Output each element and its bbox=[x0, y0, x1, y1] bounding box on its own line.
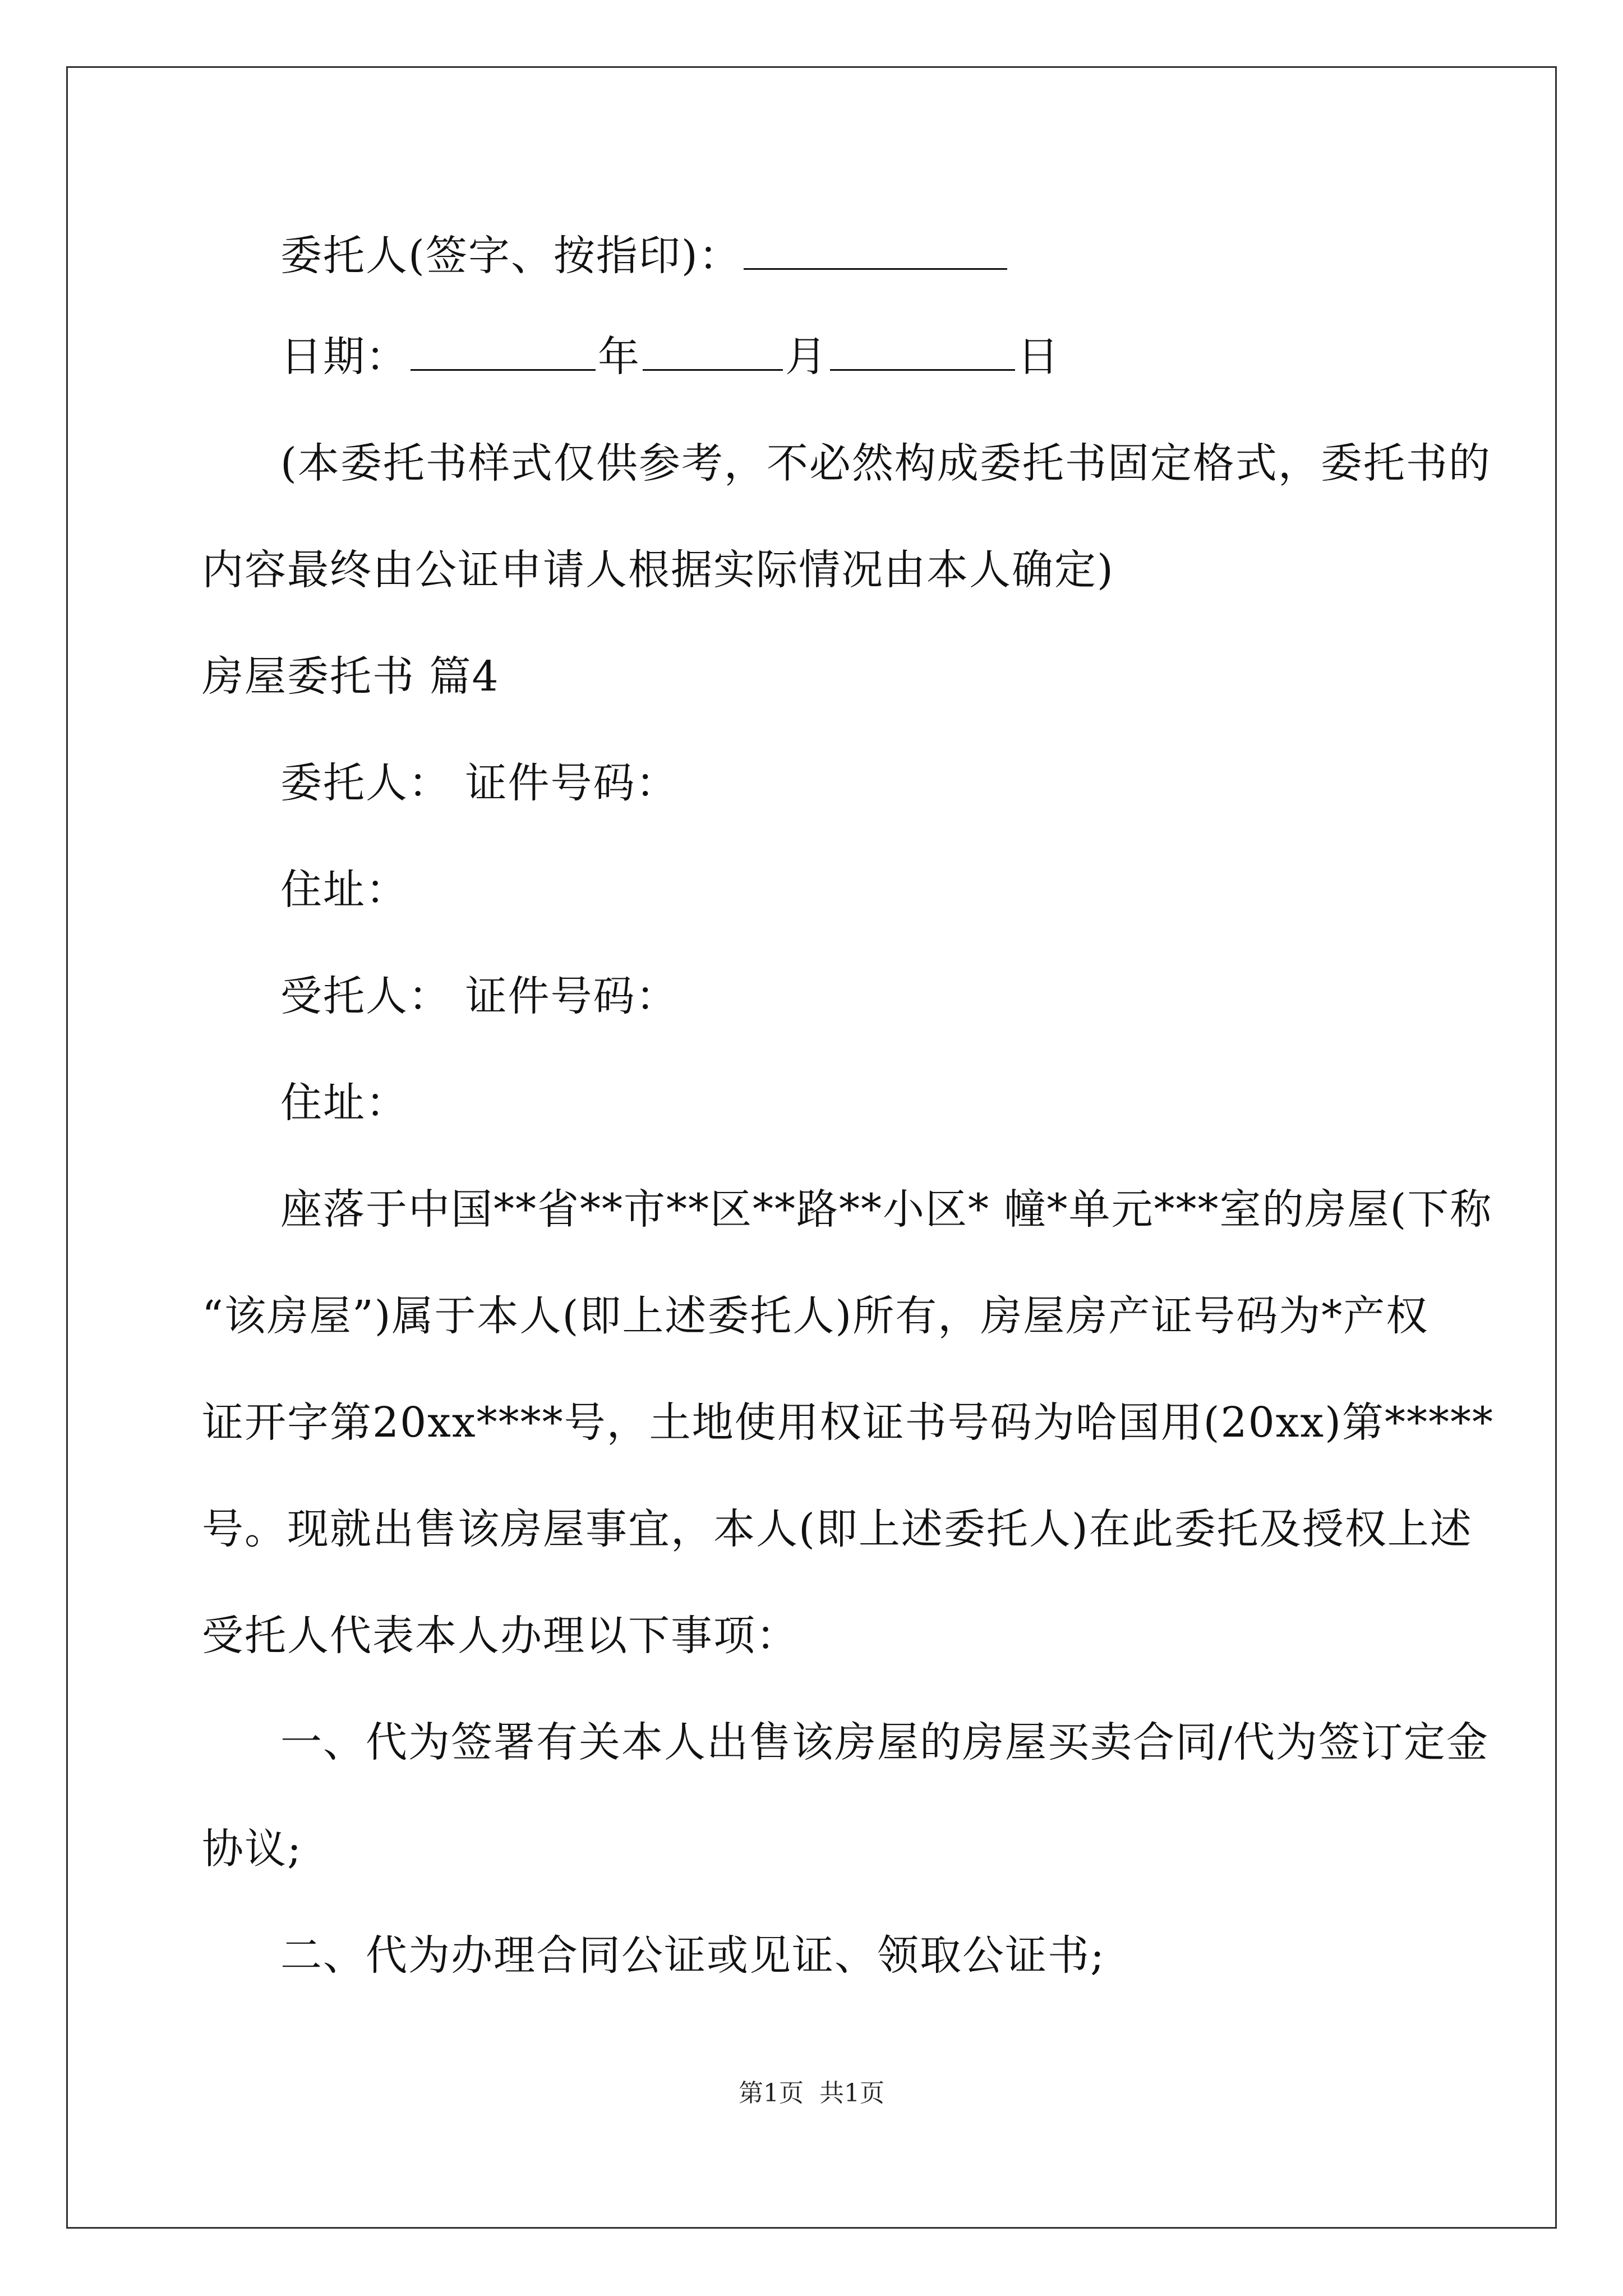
month-label: 月 bbox=[785, 333, 828, 381]
month-blank bbox=[643, 330, 783, 371]
item-1-line-2: 协议; bbox=[202, 1825, 302, 1873]
agent-address-line: 住址： bbox=[280, 1079, 408, 1127]
signature-blank bbox=[744, 229, 1007, 270]
section-title: 房屋委托书 篇4 bbox=[202, 652, 500, 701]
body-paragraph-line-1: 座落于中国**省**市**区**路**小区* 幢*单元***室的房屋(下称 bbox=[280, 1185, 1493, 1234]
day-label: 日 bbox=[1017, 333, 1060, 381]
body-paragraph-line-4: 号。现就出售该房屋事宜，本人(即上述委托人)在此委托及授权上述 bbox=[202, 1505, 1473, 1553]
year-blank bbox=[411, 330, 596, 371]
principal-signature-label: 委托人(签字、按指印)： bbox=[280, 232, 741, 280]
page-border bbox=[66, 66, 1557, 2229]
date-line bbox=[280, 330, 1514, 384]
principal-signature-line bbox=[280, 229, 1514, 283]
agent-id-line: 受托人： 证件号码： bbox=[280, 972, 679, 1020]
body-paragraph-line-5: 受托人代表本人办理以下事项： bbox=[202, 1612, 799, 1660]
date-label: 日期： bbox=[280, 333, 408, 381]
page-number: 第1页 bbox=[739, 2079, 804, 2108]
page-footer bbox=[0, 2073, 1623, 2109]
principal-id-line: 委托人： 证件号码： bbox=[280, 759, 679, 807]
note-line-1: (本委托书样式仅供参考，不必然构成委托书固定格式，委托书的 bbox=[280, 439, 1491, 487]
year-label: 年 bbox=[598, 333, 640, 381]
item-1-line-1: 一、代为签署有关本人出售该房屋的房屋买卖合同/代为签订定金 bbox=[280, 1718, 1489, 1766]
day-blank bbox=[830, 330, 1015, 371]
note-line-2: 内容最终由公证申请人根据实际情况由本人确定) bbox=[202, 546, 1114, 594]
item-2-line: 二、代为办理合同公证或见证、领取公证书; bbox=[280, 1931, 1105, 1980]
principal-address-line: 住址： bbox=[280, 866, 408, 914]
body-paragraph-line-3: 证开字第20xx****号，土地使用权证书号码为哈国用(20xx)第***** bbox=[202, 1398, 1494, 1447]
body-paragraph-line-2: “该房屋”)属于本人(即上述委托人)所有，房屋房产证号码为*产权 bbox=[202, 1292, 1429, 1340]
page-total: 共1页 bbox=[819, 2079, 884, 2108]
